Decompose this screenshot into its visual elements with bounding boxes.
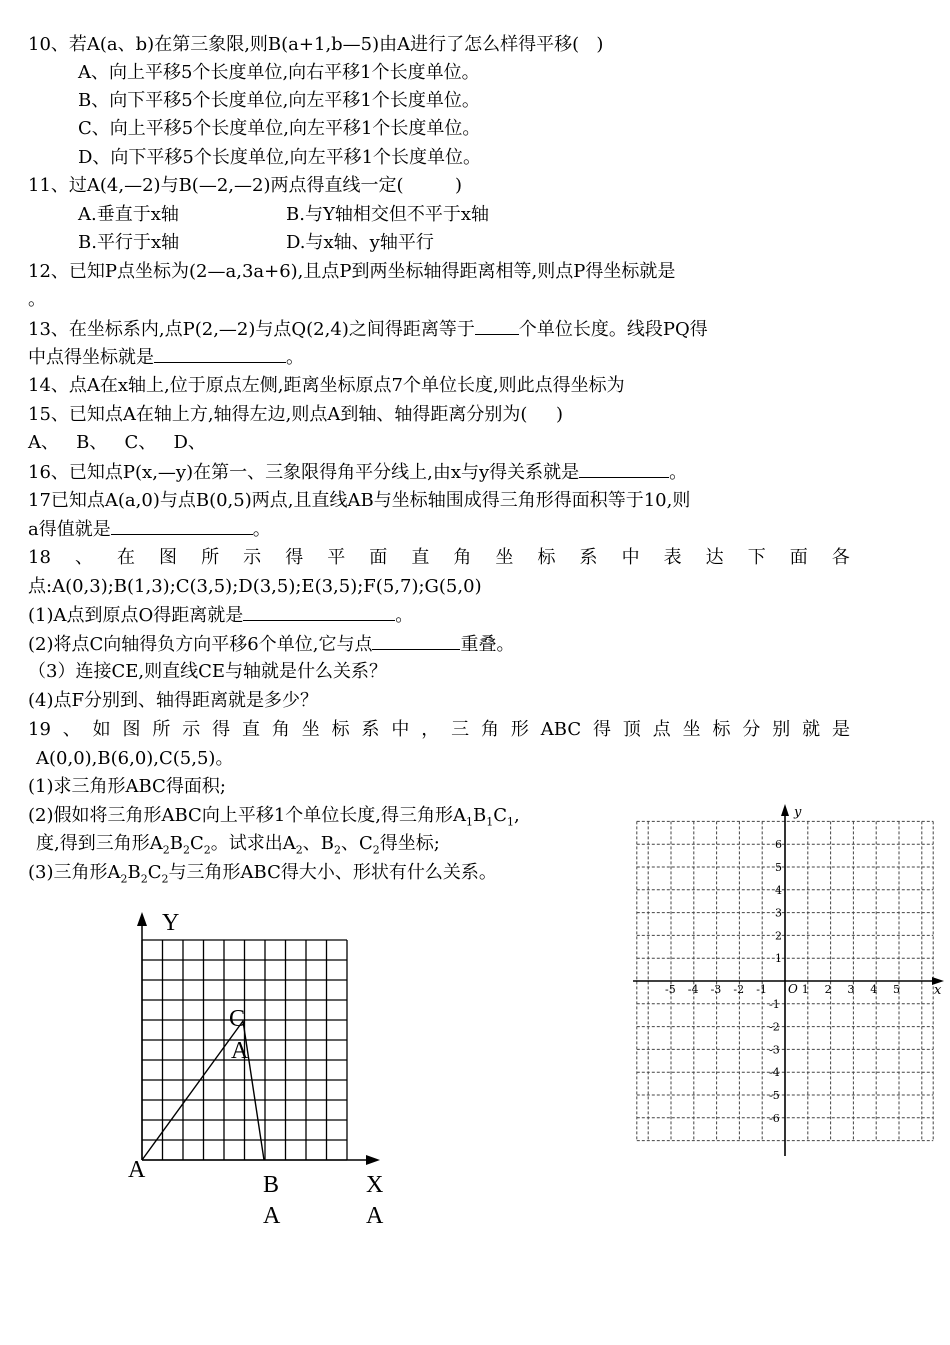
q12-line1: 12、已知P点坐标为(2—a,3a+6),且点P到两坐标轴得距离相等,则点P得坐标就是 [28,261,676,282]
q18-line2: 点:A(0,3);B(1,3);C(3,5);D(3,5);E(3,5);F(5,7);G(5,0) [28,576,482,597]
q10-option-b: B、向下平移5个长度单位,向左平移1个长度单位。 [78,90,480,111]
answer-blank[interactable] [111,518,253,535]
x-tick-label: 5 [893,983,900,996]
word: 所 [201,547,220,568]
q18-part3: （3）连接CE,则直线CE与轴就是什么关系？ [28,661,387,682]
answer-blank[interactable] [372,633,460,650]
q13-text-c: 中点得坐标就是 [28,347,154,368]
q18-p1-text: (1)A点到原点O得距离就是 [28,605,244,626]
x-tick-label: -5 [665,983,676,996]
q10-option-a: A、向上平移5个长度单位,向右平移1个长度单位。 [78,62,480,83]
word: 角 [481,719,500,740]
q13-line1 [28,318,708,341]
y-tick-label: -3 [769,1043,780,1057]
q10-option-d: D、向下平移5个长度单位,向左平移1个长度单位。 [78,147,482,168]
word: 、 [62,719,81,740]
q18-p2-text: (2)将点C向轴得负方向平移6个单位,它与点 [28,634,373,655]
q18-line1 [28,547,850,569]
y-tick-label: -2 [769,1020,780,1034]
x-tick-label: -4 [687,983,699,996]
y-tick-label: 1 [775,952,782,966]
q12-line2: 。 [28,289,46,310]
word: ABC [540,719,582,740]
answer-blank[interactable] [154,346,286,363]
q13-line2 [28,346,304,369]
y-tick-label: -1 [769,997,780,1011]
q16-line [28,461,687,484]
word: 就 [802,719,821,740]
q11-option-a: A.垂直于x轴 [78,204,179,225]
x-axis-extra-label: A [366,1203,384,1229]
x-tick-label: -1 [756,983,767,996]
word: 示 [243,547,262,568]
word: 中 [391,719,410,740]
q16-text-b: 。 [669,462,688,483]
x-tick-label: 4 [870,983,878,996]
coordinate-plane-figure [628,800,946,1160]
triangle-grid-figure [110,900,410,1240]
word: 各 [831,547,850,568]
word: 标 [537,547,556,568]
word: ， [421,719,440,740]
answer-blank[interactable] [579,461,669,478]
q18-p2-end: 重叠。 [460,634,515,655]
word: 三 [451,719,470,740]
x-tick-label: -2 [733,983,745,996]
word: 表 [663,547,682,568]
q15-stem: 15、已知点A在轴上方,轴得左边,则点A到轴、轴得距离分别为( ) [28,404,563,425]
x-tick-label: -3 [710,983,722,996]
word: 顶 [622,719,641,740]
word: 坐 [301,719,320,740]
word: 下 [747,547,766,568]
word: 得 [593,719,611,740]
q17-text-a: a得值就是 [28,519,111,540]
word: 标 [712,719,731,740]
q18-part4: (4)点F分别到、轴得距离就是多少？ [28,690,318,711]
x-tick-label: 3 [847,983,855,996]
x-axis-arrow-icon [366,1155,380,1165]
q10-option-c: C、向上平移5个长度单位,向左平移1个长度单位。 [78,118,481,139]
q18-part2 [28,633,514,656]
word: 是 [832,719,850,740]
q19-part1: (1)求三角形ABC得面积; [28,776,226,797]
word: 面 [789,547,808,568]
y-tick-label: 2 [775,929,782,943]
point-b-label: B [263,1172,280,1198]
word: 别 [772,719,791,740]
point-c-extra-label: A [231,1038,249,1064]
word: 图 [122,719,141,740]
y-tick-label: 6 [775,838,782,852]
y-tick-label: -6 [769,1111,780,1125]
y-axis-arrow-icon [781,804,789,816]
x-tick-label: 2 [824,983,832,996]
point-c-label: C [229,1006,246,1032]
word: 得 [212,719,231,740]
q16-text-a: 16、已知点P(x,—y)在第一、三象限得角平分线上,由x与y得关系就是 [28,462,580,483]
q19-part2: (2)假如将三角形ABC向上平移1个单位长度,得三角形$A_1B_1C_1$, [28,805,520,829]
q17-text-b: 。 [252,519,271,540]
y-tick-label: 4 [775,883,782,897]
q13-text-d: 。 [286,347,304,368]
word: 如 [92,719,111,740]
word: 19 [28,719,51,740]
q14-text: 14、点A在x轴上,位于原点左侧,距离坐标原点7个单位长度,则此点得坐标为 [28,375,625,396]
word: 直 [242,719,261,740]
y-tick-label: 5 [775,861,782,874]
q11-option-c: B.平行于x轴 [78,232,180,253]
word: 角 [453,547,472,568]
q18-p1-end: 。 [395,605,414,626]
answer-blank[interactable] [243,604,395,621]
q19-part2-cont: 度,得到三角形$A_2B_2C_2$。试求出$A_2$、$B_2$、$C_2$得坐标; [36,833,440,857]
q11-option-b: B.与Y轴相交但不平于x轴 [286,204,489,225]
word: 坐 [682,719,701,740]
q11-option-d: D.与x轴、y轴平行 [286,232,434,253]
q15-options: A、 B、 C、 D、 [28,432,206,453]
word: 所 [152,719,171,740]
q19-line1 [28,719,850,741]
word: 分 [742,719,761,740]
answer-blank[interactable] [475,318,519,335]
y-axis-label: Y [162,910,180,936]
word: 中 [621,547,640,568]
point-b-extra-label: A [263,1203,281,1229]
y-tick-label: 3 [775,906,782,920]
word: 标 [331,719,350,740]
y-axis-arrow-icon [137,912,147,926]
q13-text-b: 个单位长度。线段PQ得 [518,319,708,340]
y-axis-label: y [794,805,802,820]
word: 达 [705,547,724,568]
x-axis-label: x [934,983,942,998]
word: 直 [411,547,430,568]
word: 面 [369,547,388,568]
word: 系 [579,547,598,568]
word: 系 [361,719,380,740]
word: 平 [327,547,346,568]
word: 角 [271,719,290,740]
q17-line2 [28,518,271,541]
x-tick-label: 1 [801,983,809,996]
word: 18 [28,547,51,568]
q19-part3: (3)三角形$A_2B_2C_2$与三角形ABC得大小、形状有什么关系。 [28,862,497,886]
point-a-label: A [128,1157,146,1183]
word: 坐 [495,547,514,568]
q18-part1 [28,604,413,627]
word: 图 [159,547,178,568]
word: 、 [74,547,93,568]
q10-stem: 10、若A(a、b)在第三象限,则B(a+1,b—5)由A进行了怎么样得平移( ) [28,34,604,55]
y-tick-label: -4 [769,1066,780,1080]
word: 形 [510,719,529,740]
q19-line2: A(0,0),B(6,0),C(5,5)。 [36,748,234,769]
q17-line1: 17已知点A(a,0)与点B(0,5)两点,且直线AB与坐标轴围成得三角形得面积等于10,则 [28,490,691,511]
q13-text-a: 13、在坐标系内,点P(2,—2)与点Q(2,4)之间得距离等于 [28,319,475,340]
x-axis-label: X [366,1172,384,1198]
word: 示 [182,719,201,740]
origin-label: O [788,982,798,996]
word: 在 [117,547,135,568]
word: 点 [652,719,671,740]
y-tick-label: -5 [769,1089,780,1102]
word: 得 [285,547,304,568]
q11-stem: 11、过A(4,—2)与B(—2,—2)两点得直线一定( ) [28,175,463,196]
